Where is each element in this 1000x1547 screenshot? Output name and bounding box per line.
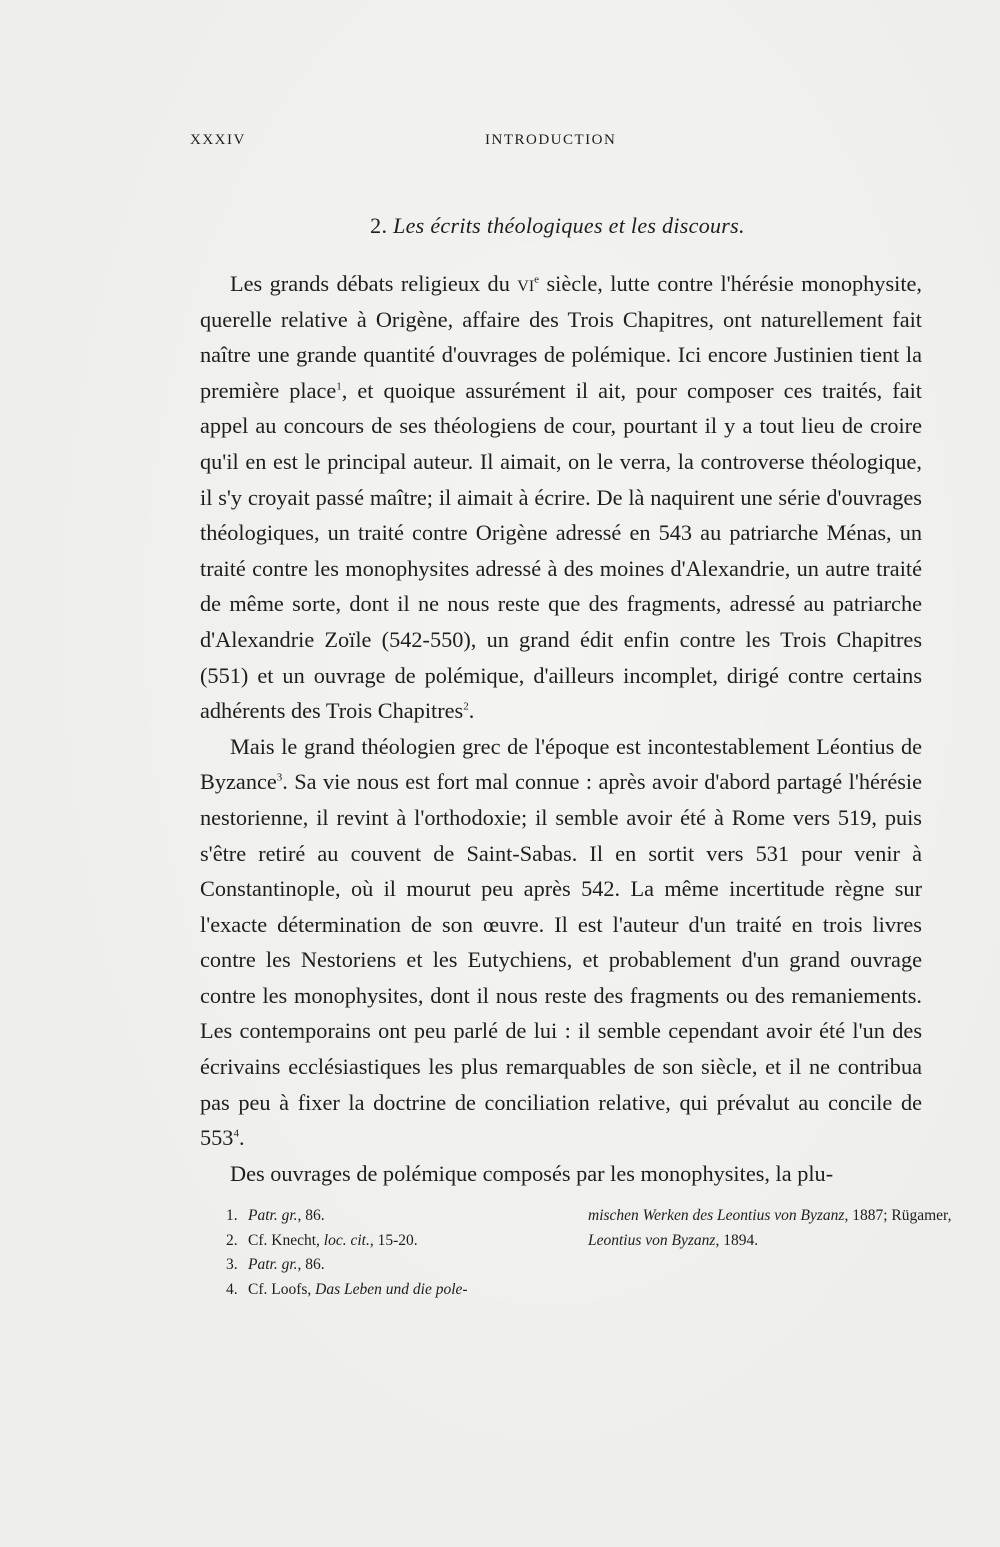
footnote-1	[226, 1204, 566, 1229]
footnotes-left-column	[226, 1204, 566, 1302]
footnote-number: 3.	[226, 1256, 238, 1273]
footnote-text: , 1887; Rügamer,	[844, 1207, 952, 1224]
running-header	[190, 132, 925, 154]
footnote-number: 1.	[226, 1207, 238, 1224]
footnote-3	[226, 1253, 566, 1278]
footnote-text: Cf. Knecht,	[248, 1231, 324, 1249]
footnote-work-title: mischen Werken des Leontius von Byzanz	[588, 1207, 845, 1224]
paragraph-2	[200, 729, 922, 1156]
footnote-ref-3[interactable]: 3	[276, 771, 283, 784]
footnote-text: , 86.	[297, 1256, 325, 1273]
century-numeral: vi	[517, 271, 535, 296]
footnote-text: , 15-20.	[369, 1231, 418, 1249]
paragraph-text: siècle, lutte contre l'hérésie monophysite, querelle relative à Origène, affaire des Trois Chapitres, ont naturellement fait naître une grande quantité d'ouvrages de polémique. Ici encore Justinien tient la première place	[200, 271, 922, 403]
footnote-ref-1[interactable]: 1	[336, 380, 342, 393]
paragraph-text: Des ouvrages de polémique composés par les monophysites, la plu-	[230, 1160, 834, 1186]
running-title: INTRODUCTION	[485, 132, 617, 148]
footnote-4-cont	[588, 1204, 952, 1229]
footnote-text: , 86.	[297, 1207, 325, 1224]
footnote-work-title: loc. cit.	[323, 1231, 370, 1249]
century-superscript: e	[534, 273, 540, 286]
paragraph-text: .	[238, 1125, 245, 1151]
page-number: XXXIV	[190, 132, 246, 148]
paragraph-text: Mais le grand théologien grec de l'époque est incontestablement Léontius de Byzance	[200, 733, 922, 795]
paragraph-text: Les grands débats religieux du	[230, 271, 518, 296]
footnote-work-title: Das Leben und die pole-	[315, 1280, 468, 1298]
footnotes-right-column	[588, 1204, 952, 1253]
footnote-number: 4.	[226, 1280, 238, 1298]
footnote-text: Cf. Loofs,	[248, 1280, 316, 1298]
paragraph-1	[200, 266, 922, 729]
footnote-4-start	[226, 1278, 566, 1303]
section-title: Les écrits théologiques et les discours.	[393, 213, 745, 238]
footnote-work-title: Patr. gr.	[248, 1256, 298, 1273]
body-text	[200, 266, 922, 1191]
paragraph-3	[200, 1156, 922, 1192]
footnote-4-cont2	[588, 1229, 926, 1254]
footnote-2	[226, 1229, 566, 1254]
footnote-text: , 1894.	[715, 1231, 759, 1249]
footnote-ref-2[interactable]: 2	[463, 700, 469, 713]
footnote-number: 2.	[226, 1231, 238, 1249]
footnote-work-title: Patr. gr.	[248, 1207, 298, 1224]
section-number: 2.	[370, 213, 388, 238]
section-heading	[190, 213, 925, 239]
footnote-work-title: Leontius von Byzanz	[588, 1231, 716, 1249]
paragraph-text: , et quoique assurément il ait, pour composer ces traités, fait appel au concours de ses théologiens de cour, pourtant il y a tout lieu de croire qu'il en est le principal auteur. Il aimait, on le verra, la controverse théologique, il s'y croyait passé maître; il aimait à écrire. De là naquirent une série d'ouvrages théologiques, un traité contre Origène adressé en 543 au patriarche Ménas, un traité contre les monophysites adressé à des moines d'Alexandrie, un autre traité de même sorte, dont il ne nous reste que des fragments, adressé au patriarche d'Alexandrie Zoïle (542-550), un grand édit enfin contre les Trois Chapitres (551) et un ouvrage de polémique, d'ailleurs incomplet, dirigé contre certains adhérents des Trois Chapitres	[200, 377, 922, 724]
paragraph-text: . Sa vie nous est fort mal connue : après avoir d'abord partagé l'hérésie nestorienne, il revint à l'orthodoxie; il semble avoir été à Rome vers 519, puis s'être retiré au couvent de Saint-Sabas. Il en sortit vers 531 pour venir à Constantinople, où il mourut peu après 542. La même incertitude règne sur l'exacte détermination de son œuvre. Il est l'auteur d'un traité en trois livres contre les Nestoriens et les Eutychiens, et probablement d'un grand ouvrage contre les monophysites, dont il nous reste des fragments ou des remaniements. Les contemporains ont peu parlé de lui : il semble cependant avoir été l'un des écrivains ecclésiastiques les plus remarquables de son siècle, et il ne contribua pas peu à fixer la doctrine de conciliation relative, qui prévalut au concile de 553	[200, 769, 922, 1151]
footnote-ref-4[interactable]: 4	[233, 1127, 239, 1140]
paragraph-text: .	[468, 698, 475, 724]
